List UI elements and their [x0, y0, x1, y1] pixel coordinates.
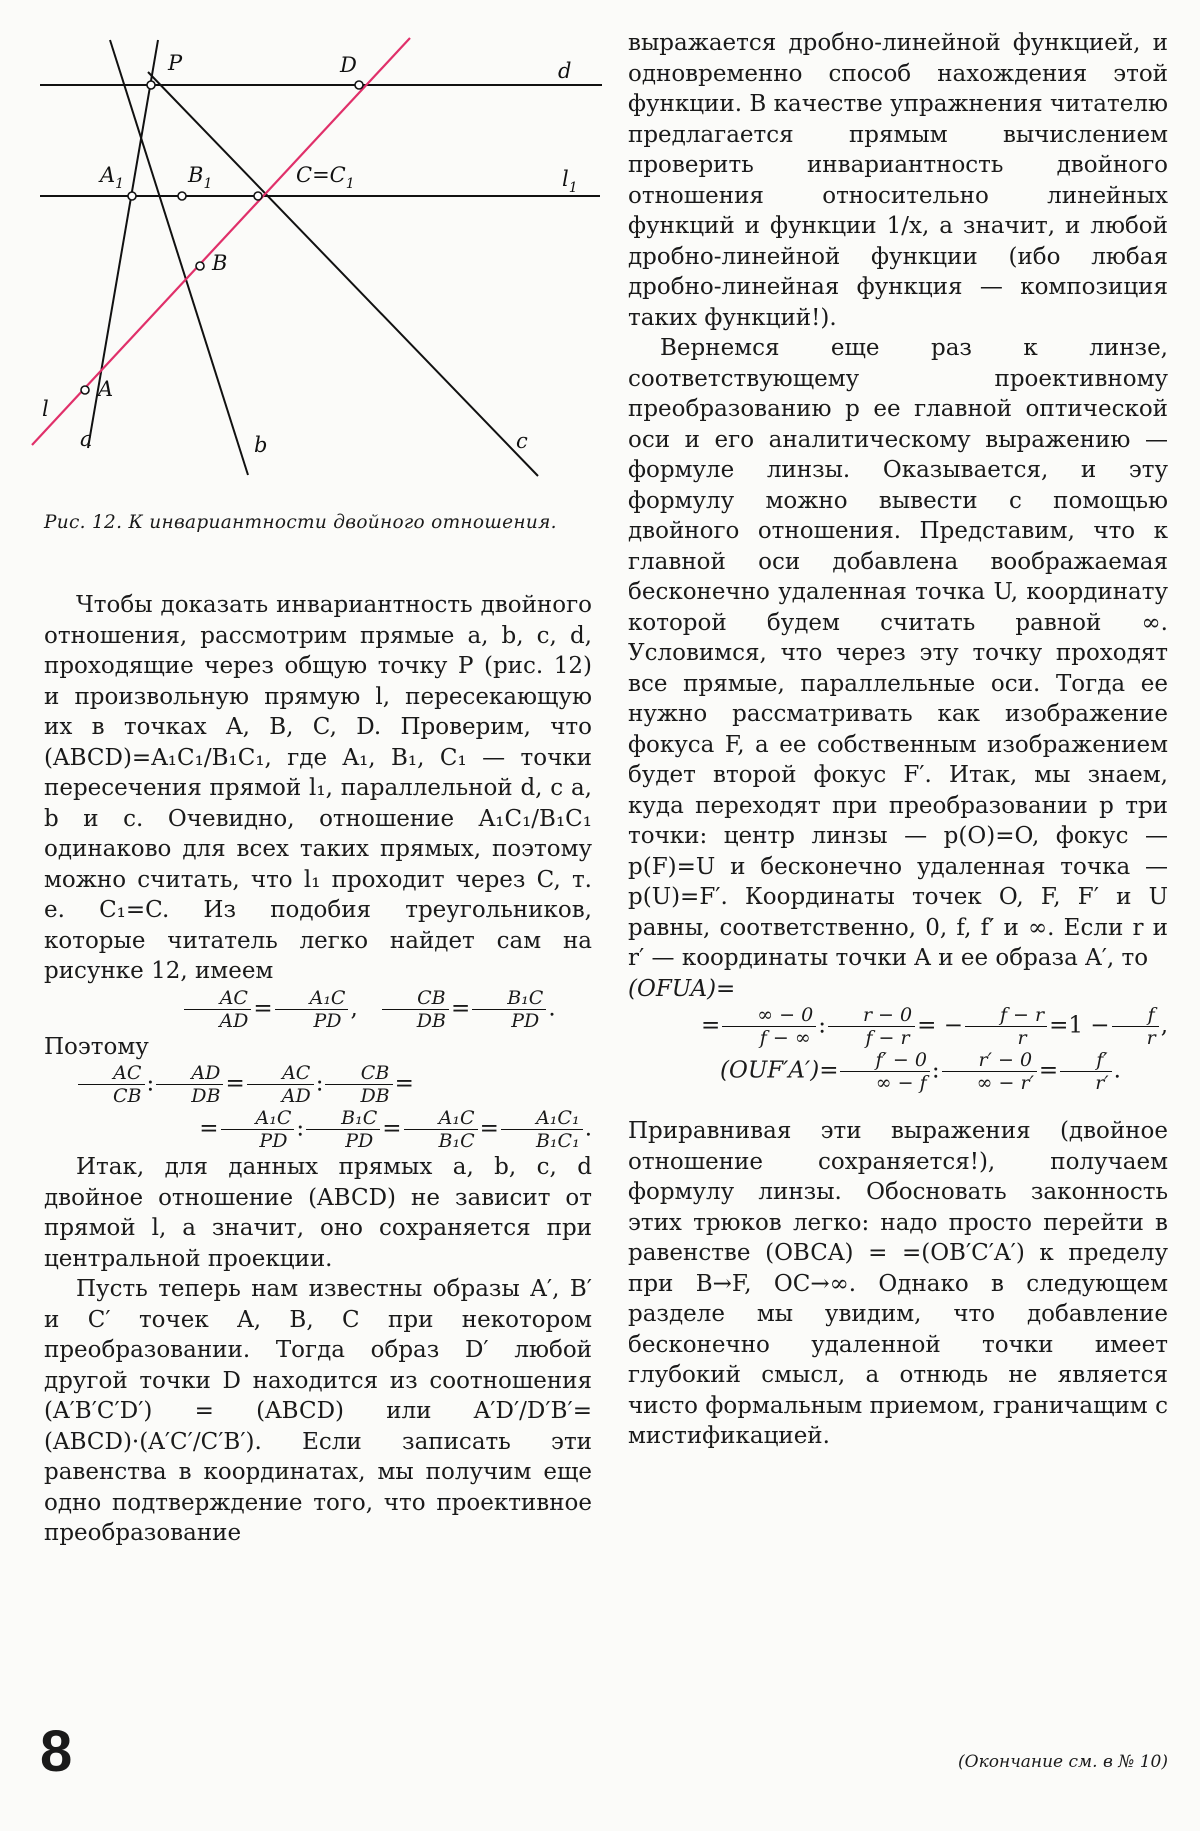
point-D	[355, 81, 363, 89]
equation-1: $\frac{AC}{AD}$ = $\frac{\text{A₁C}}{PD}$ , $\frac{CB}{DB}$ = $\frac{\text{B₁C}}{PD}$ .	[44, 987, 592, 1032]
label-A1: $A_1$	[100, 163, 125, 192]
point-C	[254, 192, 262, 200]
label-B1: $B_1$	[188, 163, 213, 192]
paragraph: Вернемся еще раз к линзе, соответствующему проективному преобразованию p ее главной оптической оси и его аналитическому выражению — формуле линзы. Оказывается, и эту формулу можно вывести с помощью двойного отношения. Представим, что к главной оси добавлена воображаемая бесконечно удаленная точка U, координату которой будем считать равной ∞. Условимся, что через эту точку проходят все прямые, параллельные оси. Тогда ее нужно рассматривать как изображение фокуса F, а ее собственным изображением будет второй фокус F′. Итак, мы знаем, куда переходят при преобразовании p три точки: центр линзы — p(O)=O, фокус — p(F)=U и бесконечно удаленная точка — p(U)=F′. Координаты точек O, F, F′ и U равны, соответственно, 0, f, f′ и ∞. Если r и r′ — координаты точки A и ее образа A′, то	[628, 335, 1168, 971]
left-column	[44, 590, 592, 1549]
figure-12	[30, 30, 620, 485]
figure-caption: Рис. 12. К инвариантности двойного отношения.	[44, 512, 557, 533]
right-column	[628, 28, 1168, 1452]
point-B	[196, 262, 204, 270]
label-P: P	[168, 51, 183, 75]
label-C: $C=C_1$	[296, 163, 355, 192]
poetomu: Поэтому	[44, 1033, 149, 1060]
label-A: A	[98, 377, 114, 401]
label-l1: $l_1$	[562, 167, 578, 196]
paragraph: выражается дробно-линейной функцией, и одновременно способ нахождения этой функции. В качестве упражнения читателю предлагается прямым вычислением проверить инвариантность двойного отношения относительно линейных функций и функции 1/x, а значит, и любой дробно-линейной функции (ибо любая дробно-линейная функция — композиция таких функций!).	[628, 30, 1168, 331]
label-D: D	[340, 53, 357, 77]
label-d: d	[558, 59, 572, 83]
equation-3: = $\frac{\text{A₁C}}{PD}$ : $\frac{\text{B₁C}}{PD}$ = $\frac{\text{A₁C}}{\text{B₁C}}$ = $\frac{\text{A₁C₁}}{\text{B₁C₁}}$ .	[199, 1107, 592, 1152]
page-number: 8	[40, 1719, 73, 1784]
label-l: l	[42, 397, 49, 421]
label-B: B	[212, 251, 228, 275]
point-B1	[178, 192, 186, 200]
line-c	[148, 72, 538, 476]
footer-note: (Окончание см. в № 10)	[958, 1752, 1168, 1772]
paragraph: Итак, для данных прямых a, b, c, d двойное отношение (ABCD) не зависит от прямой l, а значит, оно сохраняется при центральной проекции.	[44, 1154, 592, 1272]
equation-4: = $\frac{\infty - 0}{f - \infty}$ : $\frac{r - 0}{f - r}$ = − $\frac{f - r}{r}$ =1 − $\frac{f}{r}$ ,	[700, 1004, 1168, 1049]
label-c: c	[516, 429, 528, 453]
line-l	[32, 38, 410, 445]
point-A1	[128, 192, 136, 200]
ofua-label: (OFUA)=	[628, 975, 736, 1002]
paragraph: Приравнивая эти выражения (двойное отношение сохраняется!), получаем формулу линзы. Обосновать законность этих трюков легко: надо просто перейти в равенстве (OBCA) = =(OB′C′A′) к пределу при B→F, OC→∞. Однако в следующем разделе мы увидим, что добавление бесконечно удаленной точки имеет глубокий смысл, а отнюдь не является чисто формальным приемом, граничащим с мистификацией.	[628, 1118, 1168, 1449]
paragraph: Чтобы доказать инвариантность двойного отношения, рассмотрим прямые a, b, c, d, проходящие через общую точку P (рис. 12) и произвольную прямую l, пересекающую их в точках A, B, C, D. Проверим, что (ABCD)=A₁C₁/B₁C₁, где A₁, B₁, C₁ — точки пересечения прямой l₁, параллельной d, с a, b и c. Очевидно, отношение A₁C₁/B₁C₁ одинаково для всех таких прямых, поэтому можно считать, что l₁ проходит через C, т. е. C₁=C. Из подобия треугольников, которые читатель легко найдет сам на рисунке 12, имеем	[44, 592, 592, 984]
point-A	[81, 386, 89, 394]
equation-5: (OUF′A′)= $\frac{f' - 0}{\infty - f}$ : $\frac{r' - 0}{\infty - r'}$ = $\frac{f'}{r'}$ .	[720, 1049, 1121, 1094]
point-P	[147, 81, 155, 89]
label-b: b	[254, 433, 268, 457]
paragraph: Пусть теперь нам известны образы A′, B′ и C′ точек A, B, C при некотором преобразовании. Тогда образ D′ любой другой точки D находится из соотношения (A′B′C′D′) = (ABCD) или A′D′/D′B′=(ABCD)·(A′C′/C′B′). Если записать эти равенства в координатах, мы получим еще одно подтверждение того, что проективное преобразование	[44, 1276, 592, 1546]
label-a: a	[80, 427, 93, 451]
equation-2: $\frac{AC}{CB}$ : $\frac{AD}{DB}$ = $\frac{AC}{AD}$ : $\frac{CB}{DB}$ =	[44, 1062, 592, 1107]
